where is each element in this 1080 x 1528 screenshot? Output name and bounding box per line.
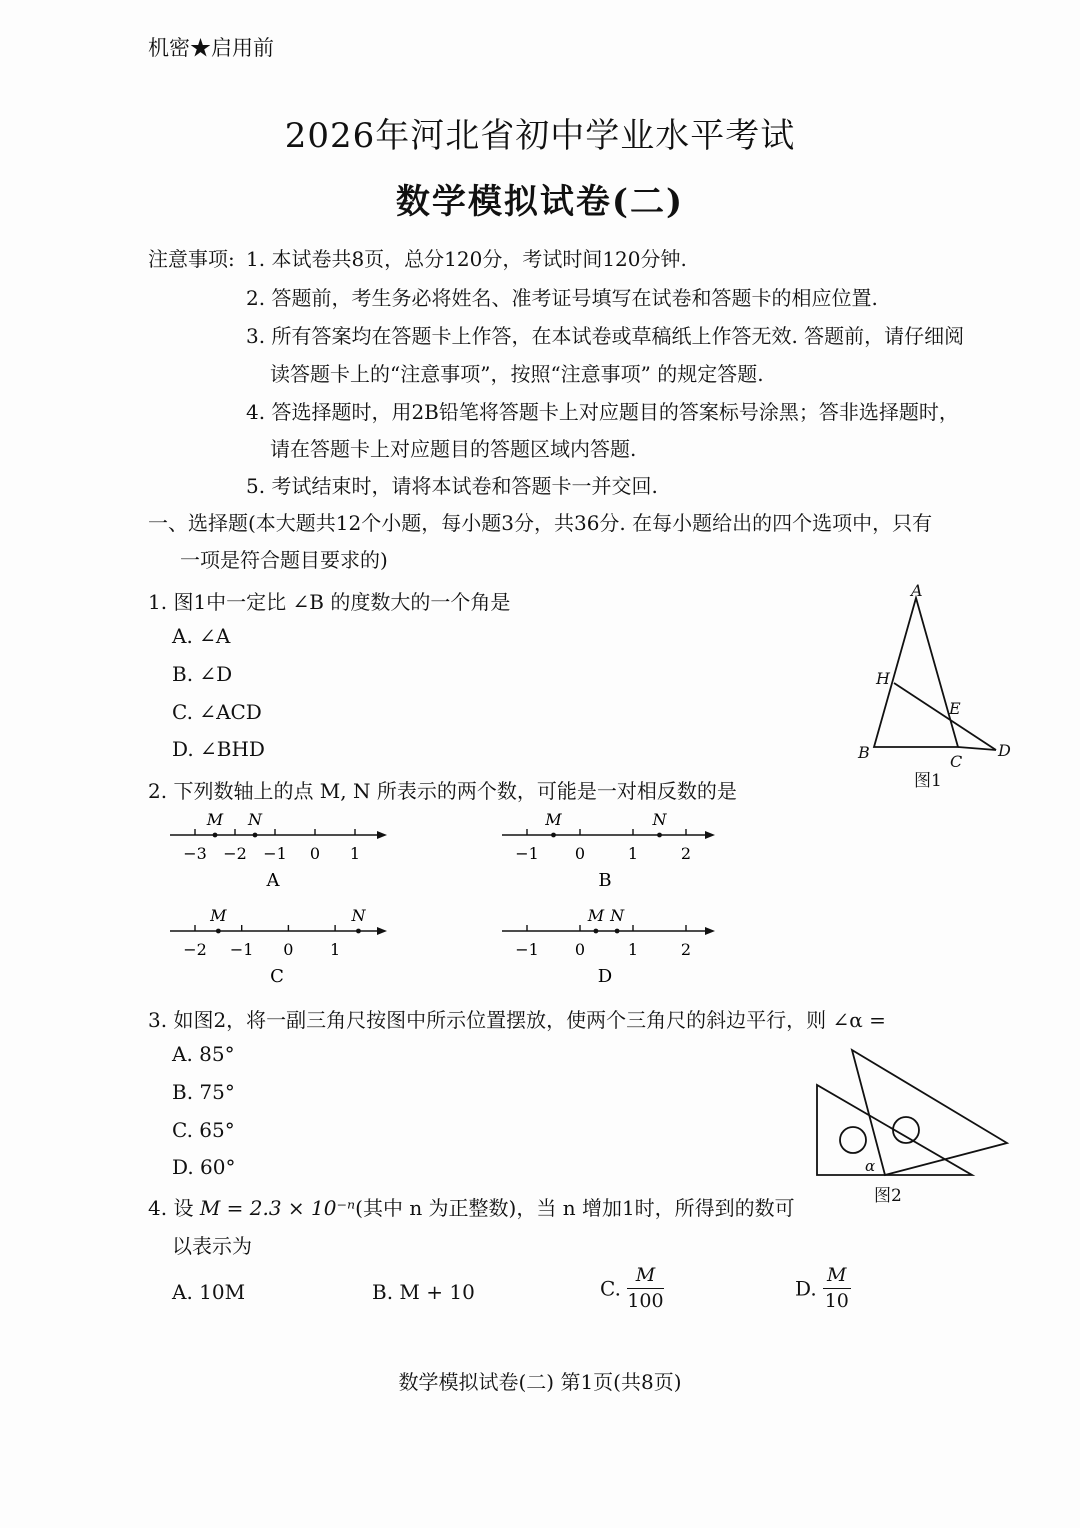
page-footer: 数学模拟试卷(二) 第1页(共8页) [398,1370,682,1394]
tick-label: −1 [229,940,254,959]
question-1-stem: 1. 图1中一定比 ∠B 的度数大的一个角是 [148,590,511,614]
number-line-b [497,808,727,896]
question-1-option-c: C. ∠ACD [172,700,262,724]
figure-1-caption: 图1 [914,771,942,791]
tick-label: −2 [183,940,207,959]
point-n-label: N [610,906,625,925]
point-m-label: M [210,906,227,925]
point-m [551,833,556,838]
point-n [356,929,361,934]
tick-label: −1 [263,844,287,863]
point-n [657,833,662,838]
notice-item-4-cont: 请在答题卡上对应题目的答题区域内答题. [270,437,637,461]
tick-label: 1 [330,940,341,959]
question-3-option-a: A. 85° [172,1042,235,1066]
number-line-d-option: D [597,966,613,987]
question-4-option-b: B. M + 10 [372,1280,475,1304]
notice-item-3-cont: 读答题卡上的“注意事项”，按照“注意事项” 的规定答题. [270,362,764,386]
point-n-label: N [351,906,366,925]
exam-title: 2026年河北省初中学业水平考试 [284,116,796,156]
question-1-option-a: A. ∠A [172,624,231,648]
number-line-c [165,904,395,992]
confidential-mark: 机密★启用前 [148,36,274,60]
question-1-option-b: B. ∠D [172,662,233,686]
question-3-option-b: B. 75° [172,1080,235,1104]
option-c-denominator: 100 [627,1290,664,1312]
option-d-denominator: 10 [824,1290,849,1312]
notice-item-4: 4. 答选择题时，用2B铅笔将答题卡上对应题目的答案标号涂黑；答非选择题时， [246,400,959,424]
point-n [253,833,258,838]
question-4-prefix: 4. 设 [148,1196,194,1220]
section-heading: 一、选择题(本大题共12个小题，每小题3分，共36分. 在每小题给出的四个选项中，只有 [148,511,933,535]
figure-2-angle-label: α [865,1157,876,1175]
tick-label: 2 [680,844,692,863]
notice-label: 注意事项: [148,247,235,271]
point-m-label: M [206,810,224,829]
section-heading-cont: 一项是符合题目要求的) [180,548,388,572]
fig1-label-a: A [911,581,923,600]
fig1-label-d: D [998,741,1011,760]
option-c-label: C. [600,1276,621,1301]
notice-item-1: 1. 本试卷共8页，总分120分，考试时间120分钟. [246,247,687,271]
notice-item-5: 5. 考试结束时，请将本试卷和答题卡一并交回. [246,474,658,498]
fig1-label-c: C [950,752,963,771]
tick-label: 1 [627,844,639,863]
fig1-label-h: H [876,669,890,688]
tick-label: −1 [515,940,539,959]
option-c-fraction [627,1266,663,1311]
tick-label: −2 [223,844,247,863]
exam-subtitle: 数学模拟试卷(二) [395,182,685,222]
question-4-stem-cont: 以表示为 [172,1234,252,1258]
tick-label: 1 [349,844,361,863]
tick-label: −1 [515,844,539,863]
tick-label: 0 [283,940,294,959]
number-line-a [165,808,395,896]
question-2-stem: 2. 下列数轴上的点 M, N 所表示的两个数，可能是一对相反数的是 [148,779,737,803]
question-3-option-d: D. 60° [172,1155,236,1179]
point-m [213,833,218,838]
question-1-option-d: D. ∠BHD [172,737,265,761]
figure-2 [808,1040,1020,1210]
question-3-stem: 3. 如图2，将一副三角尺按图中所示位置摆放，使两个三角尺的斜边平行，则 ∠α = [148,1008,886,1032]
notice-item-3: 3. 所有答案均在答题卡上作答，在本试卷或草稿纸上作答无效. 答题前，请仔细阅 [246,324,965,348]
option-d-numerator: M [823,1266,850,1289]
point-m-label: M [545,810,562,829]
number-line-c-option: C [270,966,284,987]
point-n-label: N [652,810,667,829]
point-m [216,929,221,934]
point-m-label: M [587,906,605,925]
number-line-d [497,904,727,992]
notice-item-2: 2. 答题前，考生务必将姓名、准考证号填写在试卷和答题卡的相应位置. [246,286,878,310]
tick-label: 0 [574,940,586,959]
tick-label: 2 [680,940,692,959]
figure-2-caption: 图2 [874,1186,902,1206]
option-c-numerator: M [627,1266,663,1289]
tick-label: 0 [574,844,586,863]
question-4-option-c [600,1266,664,1311]
question-4-option-a: A. 10M [172,1280,246,1304]
option-d-label: D. [795,1276,817,1301]
point-n [615,929,620,934]
question-4-option-d [795,1266,851,1311]
option-d-fraction [823,1266,850,1311]
fig1-label-b: B [858,743,870,762]
tick-label: −3 [183,844,207,863]
number-line-a-option: A [266,870,280,891]
fig1-label-e: E [949,699,961,718]
question-4-stem [148,1192,795,1221]
figure-1 [850,580,1030,795]
tick-label: 1 [627,940,639,959]
question-3-option-c: C. 65° [172,1118,235,1142]
question-4-formula: M = 2.3 × 10⁻ⁿ [199,1196,356,1220]
number-line-b-option: B [598,870,612,891]
point-n-label: N [248,810,262,829]
point-m [594,929,599,934]
question-4-rest: (其中 n 为正整数)，当 n 增加1时，所得到的数可 [355,1196,795,1220]
tick-label: 0 [309,844,321,863]
